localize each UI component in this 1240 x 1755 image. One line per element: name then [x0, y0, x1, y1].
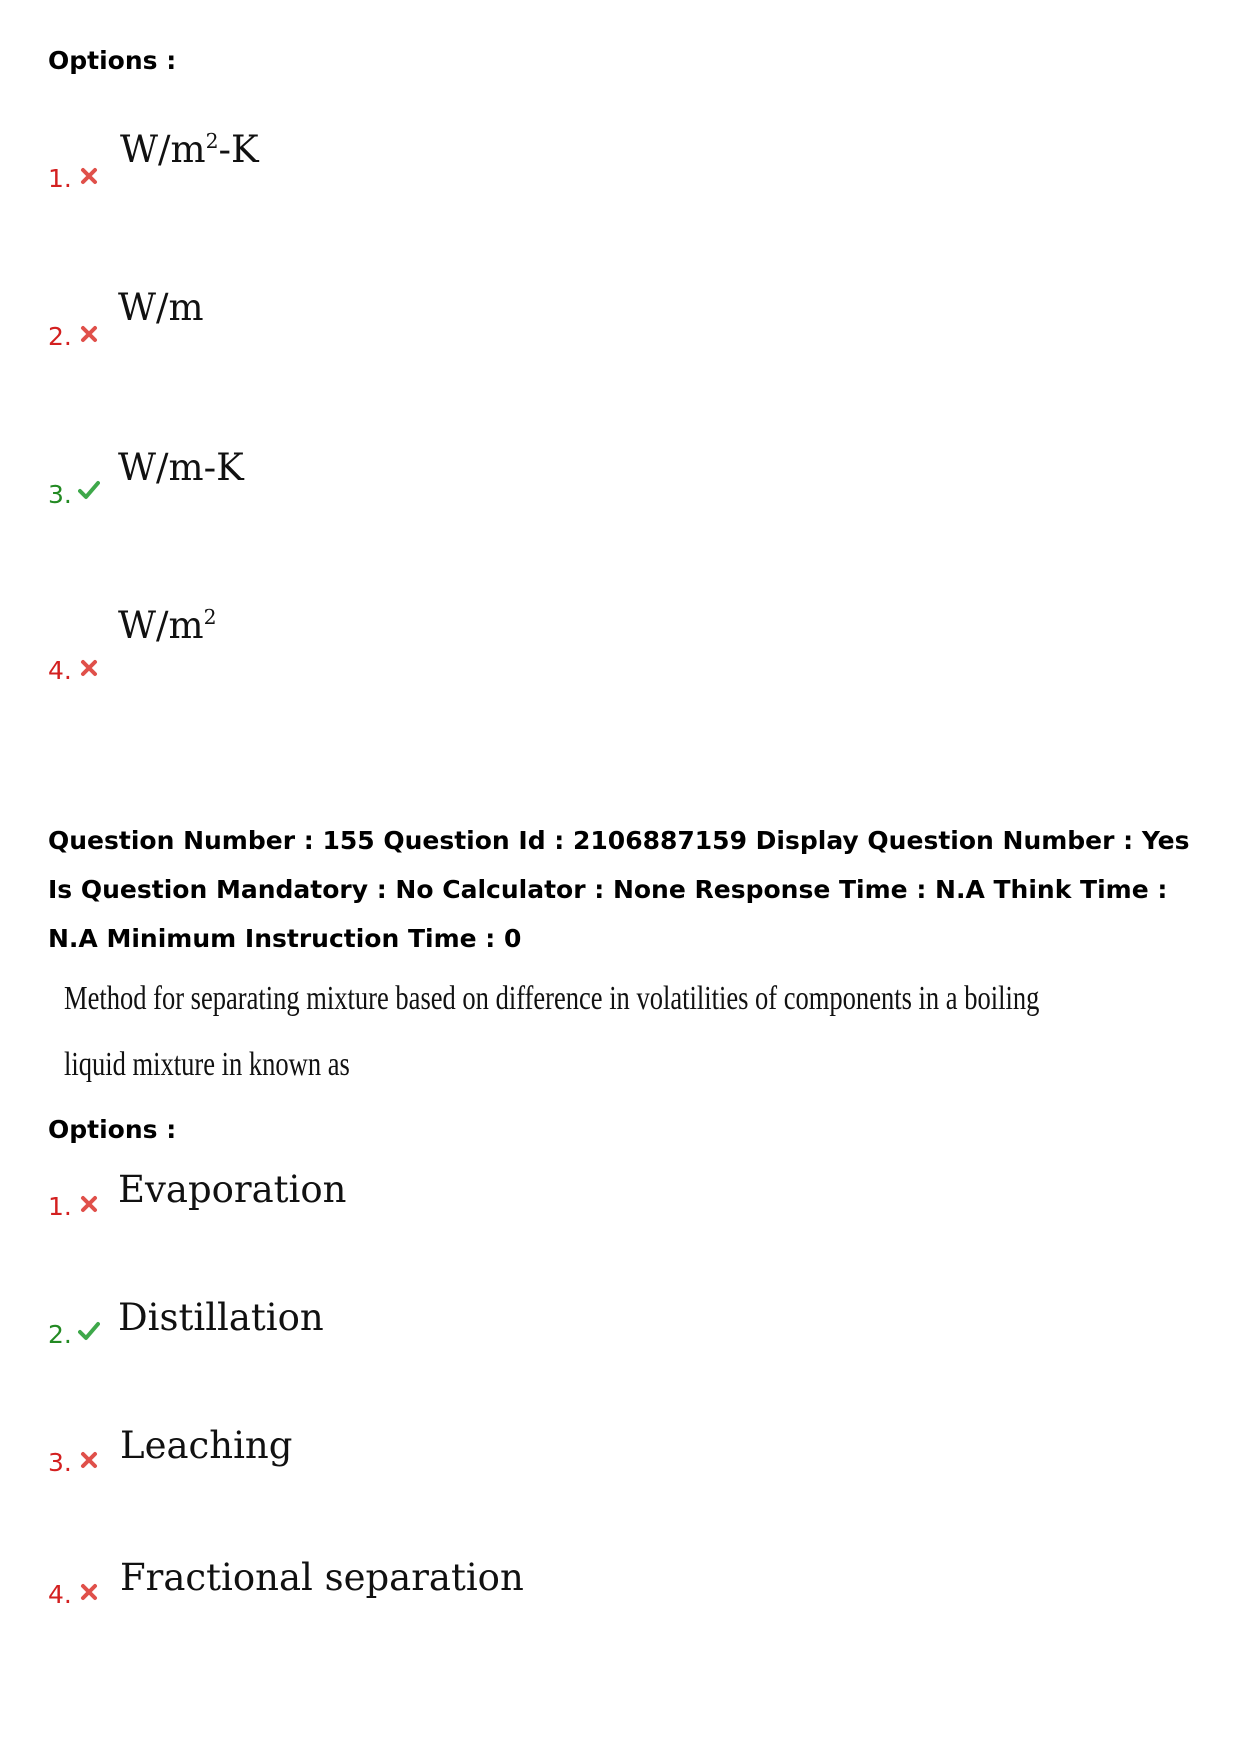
cross-icon — [80, 659, 98, 677]
cross-icon — [80, 1195, 98, 1213]
option-text: Distillation — [118, 1296, 324, 1339]
option-number: 2. — [48, 1320, 72, 1349]
option-number: 3. — [48, 480, 72, 509]
cross-icon — [80, 167, 98, 185]
option-text: $W/m^2$ — [118, 604, 217, 647]
options-heading: Options : — [48, 46, 177, 75]
option-number: 3. — [48, 1448, 72, 1477]
option-number: 1. — [48, 1192, 72, 1221]
cross-icon — [80, 325, 98, 343]
option-number: 4. — [48, 1580, 72, 1609]
option-text: Leaching — [120, 1424, 293, 1467]
option-text: W/m-K — [118, 446, 244, 489]
option-text: W/m — [118, 286, 204, 329]
options-heading: Options : — [48, 1115, 177, 1144]
option-text: Fractional separation — [120, 1556, 524, 1599]
option-number: 4. — [48, 656, 72, 685]
question-meta: Question Number : 155 Question Id : 2106887159 Display Question Number : Yes Is Question Mandatory : No Calculator : None Response Time : N.A Think Time : N.A Minimum Instruction Time : 0 — [48, 826, 1190, 953]
option-number: 1. — [48, 164, 72, 193]
cross-icon — [80, 1451, 98, 1469]
option-number: 2. — [48, 322, 72, 351]
check-icon — [78, 480, 100, 500]
check-icon — [78, 1321, 100, 1341]
option-text: $W/m^2-K$ — [120, 128, 259, 171]
option-text: Evaporation — [118, 1168, 347, 1211]
question-text-line-1: Method for separating mixture based on difference in volatilities of components in a boiling — [64, 980, 1040, 1017]
question-text-line-2: liquid mixture in known as — [64, 1046, 350, 1083]
cross-icon — [80, 1583, 98, 1601]
